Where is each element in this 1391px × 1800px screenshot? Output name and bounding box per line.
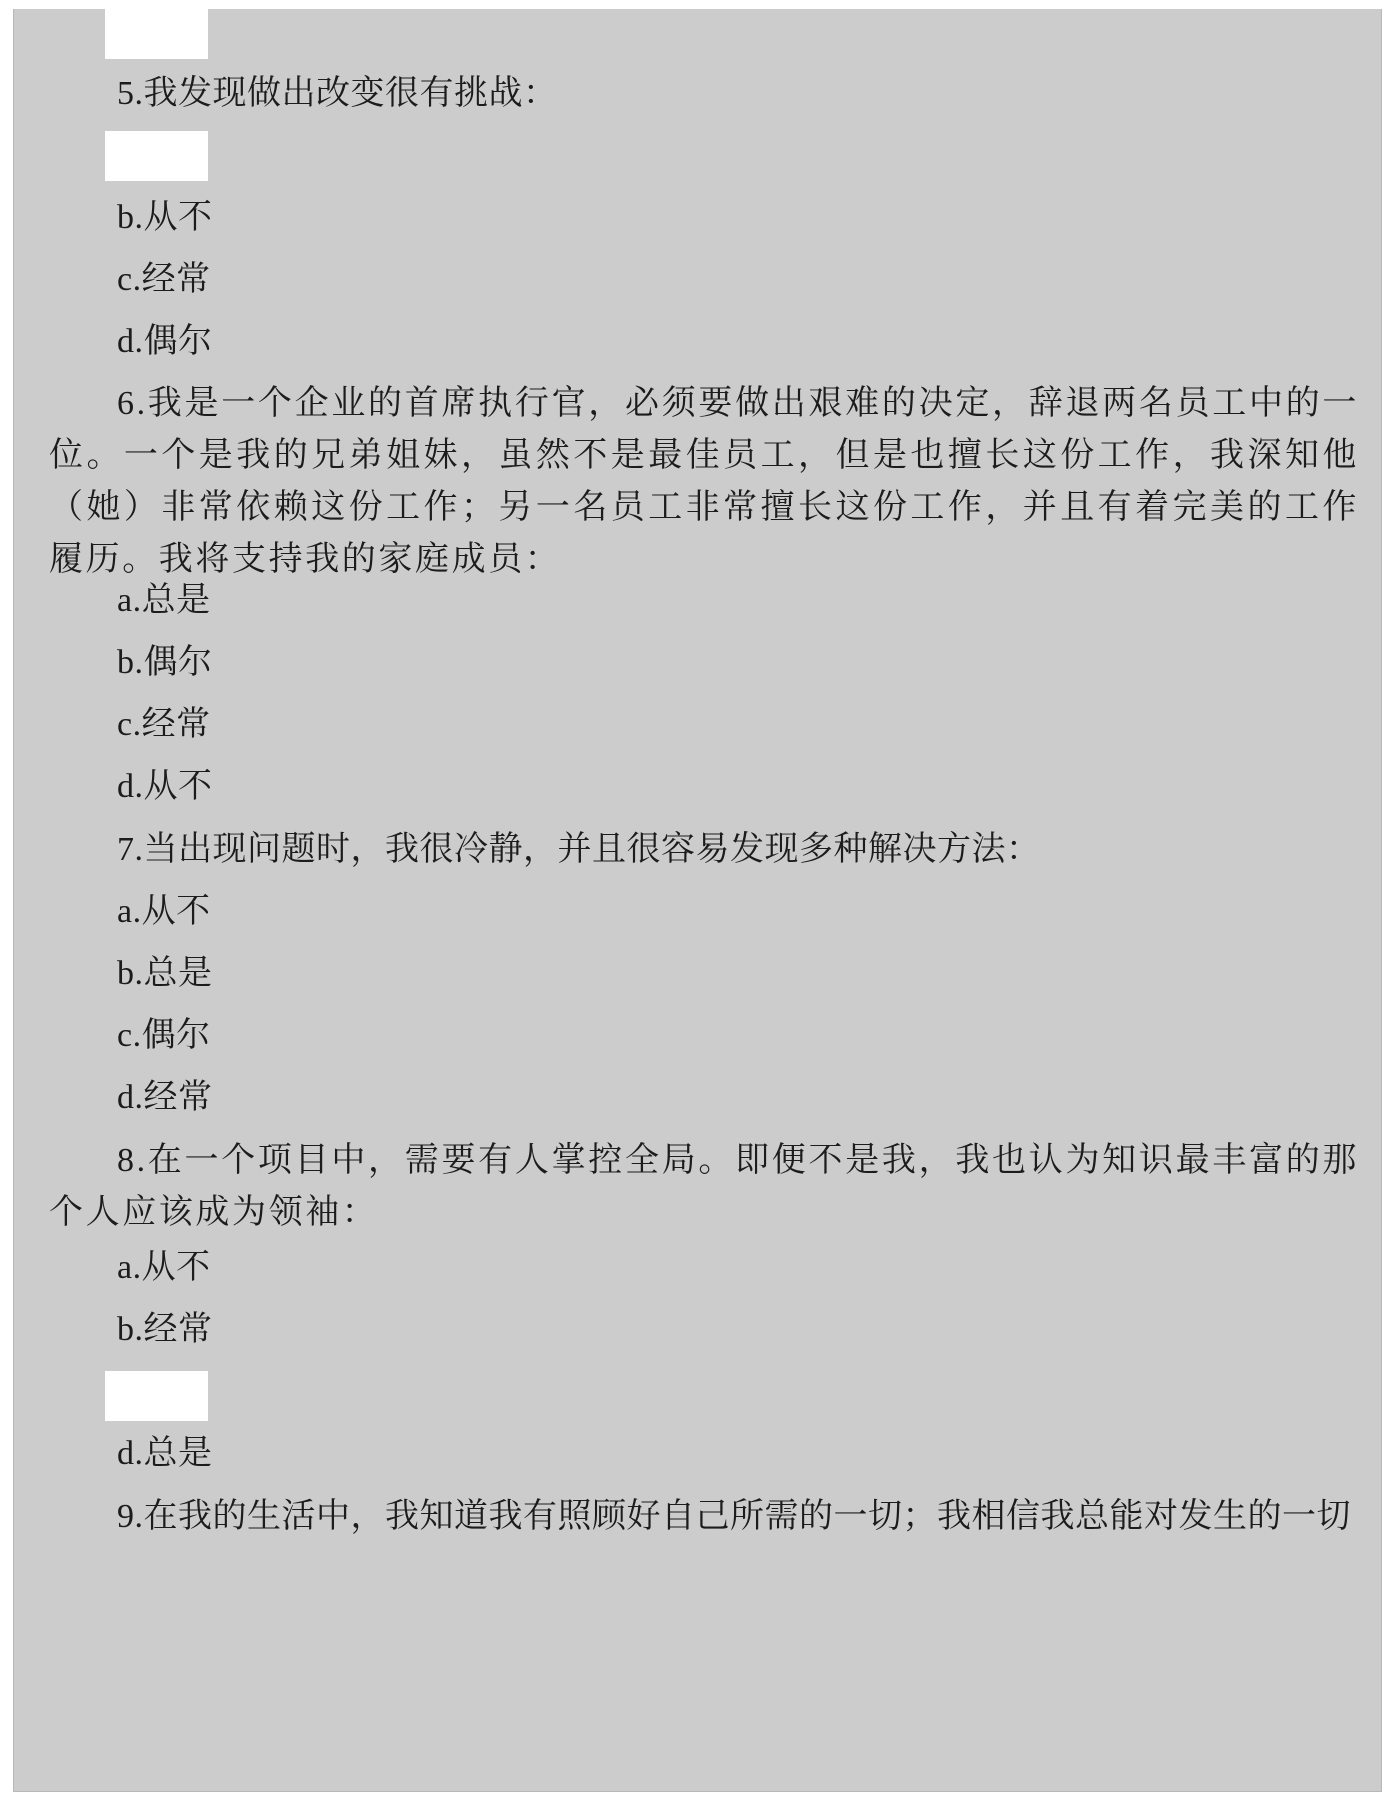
redacted-option bbox=[105, 1371, 208, 1421]
question-5: 5.我发现做出改变很有挑战： bbox=[117, 75, 558, 112]
redacted-option bbox=[105, 131, 208, 181]
question-8: 8.在一个项目中，需要有人掌控全局。即便不是我，我也认为知识最丰富的那个人应该成为领袖： bbox=[49, 1142, 1359, 1231]
q7-option-b: b.总是 bbox=[117, 955, 213, 992]
redacted-block bbox=[105, 9, 208, 59]
question-9: 9.在我的生活中，我知道我有照顾好自己所需的一切；我相信我总能对发生的一切 bbox=[117, 1498, 1351, 1535]
q8-option-a: a.从不 bbox=[117, 1249, 211, 1286]
q6-option-c: c.经常 bbox=[117, 706, 211, 743]
q5-option-c: c.经常 bbox=[117, 261, 211, 298]
q6-option-a: a.总是 bbox=[117, 582, 211, 619]
q7-option-a: a.从不 bbox=[117, 893, 211, 930]
q6-option-b: b.偶尔 bbox=[117, 644, 213, 681]
q8-option-b: b.经常 bbox=[117, 1311, 213, 1348]
q6-option-d: d.从不 bbox=[117, 768, 213, 805]
document-page bbox=[13, 9, 1382, 1792]
question-6: 6.我是一个企业的首席执行官，必须要做出艰难的决定，辞退两名员工中的一位。一个是我的兄弟姐妹，虽然不是最佳员工，但是也擅长这份工作，我深知他（她）非常依赖这份工作；另一名员工非常擅长这份工作，并且有着完美的工作履历。我将支持我的家庭成员： bbox=[49, 385, 1359, 578]
q7-option-c: c.偶尔 bbox=[117, 1017, 211, 1054]
q5-option-b: b.从不 bbox=[117, 199, 213, 236]
q8-option-d: d.总是 bbox=[117, 1435, 213, 1472]
q7-option-d: d.经常 bbox=[117, 1079, 213, 1116]
question-7: 7.当出现问题时，我很冷静，并且很容易发现多种解决方法： bbox=[117, 831, 1041, 868]
q5-option-d: d.偶尔 bbox=[117, 323, 213, 360]
